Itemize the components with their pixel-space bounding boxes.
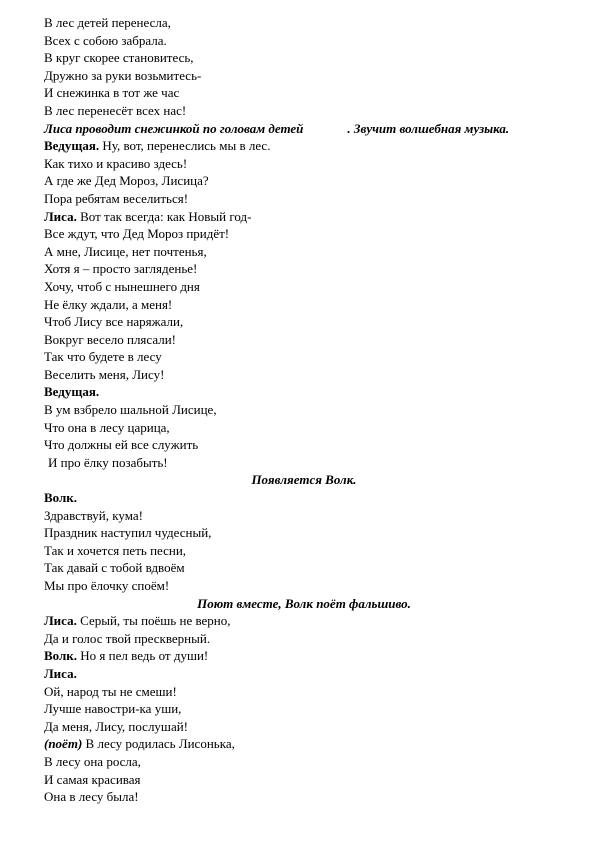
dialogue-text: Но я пел ведь от души! [77,648,209,664]
dialogue-line [44,137,564,155]
verse-line: И снежинка в тот же час [44,85,180,101]
dialogue-text: В лесу родилась Лисонька, [82,736,235,752]
verse-line: Да и голос твой прескверный. [44,630,211,646]
speaker-name: Лиса. [44,613,77,629]
verse-line: А где же Дед Мороз, Лисица? [44,173,209,189]
dialogue-line [44,735,564,753]
stage-direction-part: Лиса проводит снежинкой по головам детей [44,120,304,136]
verse-line: Здравствуй, кума! [44,507,143,523]
dialogue-text: Вот так всегда: как Новый год- [76,208,252,224]
verse-line: Всех с собою забрала. [44,32,167,48]
speaker-name: Лиса. [44,665,77,681]
speaker-name: Ведущая. [44,384,100,400]
verse-line: Праздник наступил чудесный, [44,525,212,541]
dialogue-line [44,208,564,226]
verse-line: Вокруг весело плясали! [44,331,176,347]
verse-line: Так давай с тобой вдвоём [44,560,185,576]
verse-line: И самая красивая [44,771,141,787]
dialogue-text: Ну, вот, перенеслись мы в лес. [99,138,271,154]
verse-line: Пора ребятам веселиться! [44,190,189,206]
verse-text: И про ёлку позабыть! [48,454,168,470]
song-note: (поёт) [44,736,83,752]
verse-line: Так что будете в лесу [44,349,162,365]
speaker-name: Лиса. [44,208,77,224]
verse-line: Веселить меня, Лису! [44,366,165,382]
verse-line: Ой, народ ты не смеши! [44,683,177,699]
verse-line: Не ёлку ждали, а меня! [44,296,173,312]
speaker-name: Ведущая. [44,138,100,154]
verse-line: Да меня, Лису, послушай! [44,718,188,734]
verse-line: Что она в лесу царица, [44,419,170,435]
verse-line: В лес детей перенесла, [44,15,171,30]
stage-direction: Появляется Волк. [251,472,357,488]
verse-line: Что должны ей все служить [44,437,199,453]
verse-line: Все ждут, что Дед Мороз придёт! [44,226,230,242]
verse-line: Мы про ёлочку споём! [44,578,170,593]
verse-line: А мне, Лисице, нет почтенья, [44,243,207,259]
dialogue-line [44,647,564,665]
dialogue-line [44,612,564,630]
verse-line: Она в лесу была! [44,789,139,805]
verse-line: Дружно за руки возьмитесь- [44,67,202,83]
verse-line [44,454,564,472]
stage-direction: Поют вместе, Волк поёт фальшиво. [197,595,411,611]
verse-line: Хотя я – просто загляденье! [44,261,198,277]
dialogue-text: Серый, ты поёшь не верно, [76,613,231,629]
verse-line: Чтоб Лису все наряжали, [44,314,184,330]
verse-line: Лучше навостри-ка уши, [44,701,182,717]
speaker-name: Волк. [44,490,78,506]
stage-direction [44,120,564,138]
verse-line: В круг скорее становитесь, [44,50,194,66]
verse-line: Хочу, чтоб с нынешнего дня [44,278,200,294]
verse-line: Так и хочется петь песни, [44,542,187,558]
script-text [44,14,564,806]
speaker-name: Волк. [44,648,78,664]
verse-line: В лес перенесёт всех нас! [44,102,187,118]
stage-direction-part: . Звучит волшебная музыка. [347,120,510,136]
verse-line: В лесу она росла, [44,753,141,769]
verse-line: В ум взбрело шальной Лисице, [44,402,217,418]
verse-line: Как тихо и красиво здесь! [44,155,188,171]
